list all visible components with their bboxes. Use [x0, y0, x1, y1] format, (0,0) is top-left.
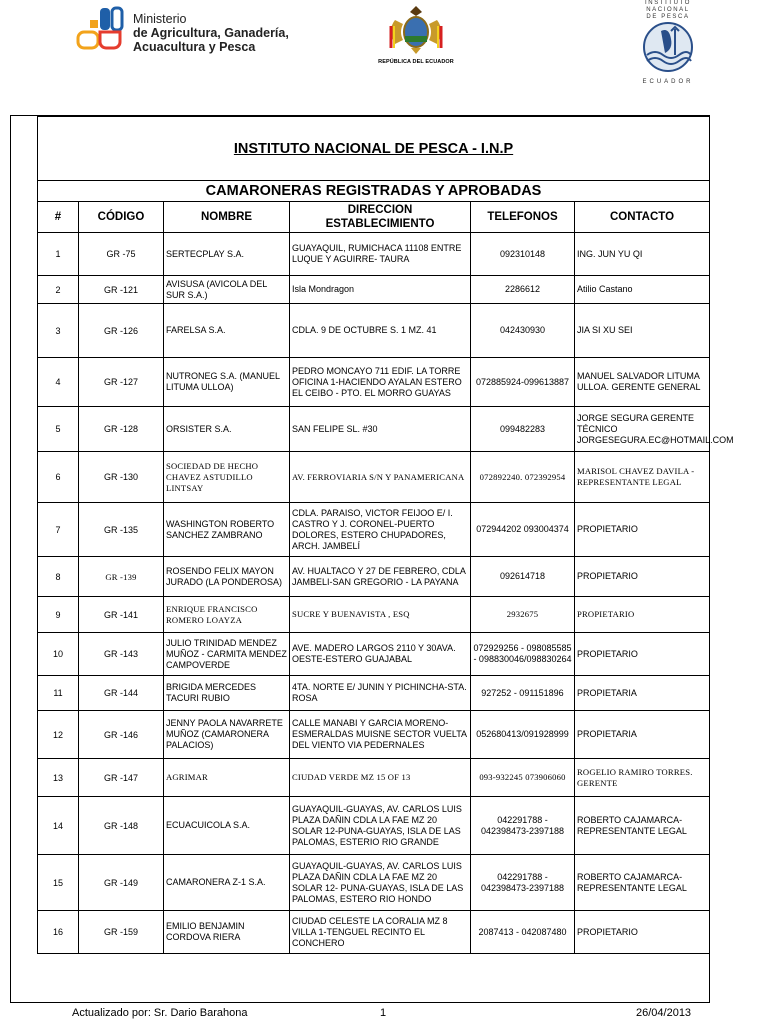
row-direccion: AV. FERROVIARIA S/N Y PANAMERICANA	[290, 452, 471, 503]
row-telefonos: 042430930	[471, 304, 575, 358]
row-contacto: JIA SI XU SEI	[575, 304, 710, 358]
table-row	[38, 855, 710, 911]
coat-of-arms-icon	[385, 2, 447, 58]
column-header-contacto: CONTACTO	[575, 202, 710, 233]
row-direccion: CDLA. 9 DE OCTUBRE S. 1 MZ. 41	[290, 304, 471, 358]
table-row	[38, 503, 710, 557]
row-codigo: GR -149	[79, 855, 164, 911]
table-row	[38, 633, 710, 676]
row-codigo: GR -148	[79, 797, 164, 855]
inp-logo-bottom: ECUADOR	[642, 79, 694, 85]
row-number: 15	[38, 855, 79, 911]
row-nombre: SERTECPLAY S.A.	[164, 233, 290, 276]
row-number: 14	[38, 797, 79, 855]
row-direccion: SUCRE Y BUENAVISTA , ESQ	[290, 597, 471, 633]
row-nombre: AGRIMAR	[164, 759, 290, 797]
row-codigo: GR -159	[79, 911, 164, 954]
row-telefonos: 072944202 093004374	[471, 503, 575, 557]
row-codigo: GR -139	[79, 557, 164, 597]
row-number: 12	[38, 711, 79, 759]
row-telefonos: 2932675	[471, 597, 575, 633]
row-codigo: GR -126	[79, 304, 164, 358]
row-number: 4	[38, 358, 79, 407]
row-codigo: GR -147	[79, 759, 164, 797]
row-contacto: PROPIETARIA	[575, 676, 710, 711]
ministerio-line1: Ministerio	[133, 12, 187, 26]
row-telefonos: 052680413/091928999	[471, 711, 575, 759]
row-nombre: ENRIQUE FRANCISCO ROMERO LOAYZA	[164, 597, 290, 633]
ministerio-logo	[74, 4, 289, 56]
row-telefonos: 072929256 - 098085585 - 098830046/098830264	[471, 633, 575, 676]
table-row	[38, 276, 710, 304]
row-telefonos: 042291788 - 042398473-2397188	[471, 855, 575, 911]
table-row	[38, 759, 710, 797]
table-header-row	[38, 202, 710, 233]
row-contacto: JORGE SEGURA GERENTE TÉCNICO JORGESEGURA.EC@HOTMAIL.COM	[575, 407, 710, 452]
row-codigo: GR -121	[79, 276, 164, 304]
row-direccion: GUAYAQUIL-GUAYAS, AV. CARLOS LUIS PLAZA DAÑIN CDLA LA FAE MZ 20 SOLAR 12-PUNA-GUAYAS, ISLA DE LAS PALOMAS, ESTERIO RIO GRANDE	[290, 797, 471, 855]
row-contacto: ROBERTO CAJAMARCA-REPRESENTANTE LEGAL	[575, 855, 710, 911]
column-header-nombre: NOMBRE	[164, 202, 290, 233]
row-codigo: GR -144	[79, 676, 164, 711]
row-number: 13	[38, 759, 79, 797]
row-direccion: CIUDAD CELESTE LA CORALIA MZ 8 VILLA 1-TENGUEL RECINTO EL CONCHERO	[290, 911, 471, 954]
table-row	[38, 358, 710, 407]
row-codigo: GR -75	[79, 233, 164, 276]
row-number: 11	[38, 676, 79, 711]
column-header-direccion: DIRECCION ESTABLECIMIENTO	[290, 202, 471, 233]
row-number: 5	[38, 407, 79, 452]
table-row	[38, 557, 710, 597]
table-row	[38, 452, 710, 503]
row-contacto: ROBERTO CAJAMARCA-REPRESENTANTE LEGAL	[575, 797, 710, 855]
row-nombre: CAMARONERA Z-1 S.A.	[164, 855, 290, 911]
row-direccion: SAN FELIPE SL. #30	[290, 407, 471, 452]
row-contacto: MARISOL CHAVEZ DAVILA - REPRESENTANTE LEGAL	[575, 452, 710, 503]
table-row	[38, 711, 710, 759]
row-direccion: CDLA. PARAISO, VICTOR FEIJOO E/ I. CASTRO Y J. CORONEL-PUERTO DOLORES, ESTERO CHUPADORES, ARCH. JAMBELÍ	[290, 503, 471, 557]
row-direccion: 4TA. NORTE E/ JUNIN Y PICHINCHA-STA. ROSA	[290, 676, 471, 711]
row-codigo: GR -143	[79, 633, 164, 676]
row-contacto: PROPIETARIO	[575, 503, 710, 557]
row-number: 3	[38, 304, 79, 358]
row-contacto: ROGELIO RAMIRO TORRES. GERENTE	[575, 759, 710, 797]
row-number: 8	[38, 557, 79, 597]
row-telefonos: 092310148	[471, 233, 575, 276]
row-nombre: JULIO TRINIDAD MENDEZ MUÑOZ - CARMITA MENDEZ CAMPOVERDE	[164, 633, 290, 676]
row-telefonos: 072885924-099613887	[471, 358, 575, 407]
row-contacto: PROPIETARIO	[575, 633, 710, 676]
inp-logo-line2: NACIONAL	[646, 7, 690, 13]
row-direccion: PEDRO MONCAYO 711 EDIF. LA TORRE OFICINA 1-HACIENDO AYALAN ESTERO EL CEIBO - PTO. EL MORRO GUAYAS	[290, 358, 471, 407]
row-telefonos: 927252 - 091151896	[471, 676, 575, 711]
ministerio-emblem-icon	[76, 6, 126, 52]
row-number: 9	[38, 597, 79, 633]
footer-updated-by: Actualizado por: Sr. Dario Barahona	[72, 1007, 248, 1019]
footer-date: 26/04/2013	[636, 1007, 692, 1019]
row-codigo: GR -130	[79, 452, 164, 503]
row-number: 2	[38, 276, 79, 304]
row-nombre: ECUACUICOLA S.A.	[164, 797, 290, 855]
column-header-telefonos: TELEFONOS	[471, 202, 575, 233]
row-direccion: CALLE MANABI Y GARCIA MORENO-ESMERALDAS MUISNE SECTOR VUELTA DEL VIENTO VIA PEDERNALES	[290, 711, 471, 759]
row-nombre: SOCIEDAD DE HECHO CHAVEZ ASTUDILLO LINTSAY	[164, 452, 290, 503]
escudo-logo	[368, 2, 464, 72]
row-contacto: MANUEL SALVADOR LITUMA ULLOA. GERENTE GENERAL	[575, 358, 710, 407]
row-codigo: GR -146	[79, 711, 164, 759]
row-codigo: GR -128	[79, 407, 164, 452]
row-telefonos: 093-932245 073906060	[471, 759, 575, 797]
footer-page-number: 1	[380, 1007, 387, 1019]
column-header-codigo: CÓDIGO	[79, 202, 164, 233]
camaroneras-table	[37, 116, 734, 954]
row-contacto: PROPIETARIO	[575, 557, 710, 597]
row-codigo: GR -127	[79, 358, 164, 407]
table-row	[38, 407, 710, 452]
row-contacto: PROPIETARIA	[575, 711, 710, 759]
row-number: 16	[38, 911, 79, 954]
row-direccion: GUAYAQUIL-GUAYAS, AV. CARLOS LUIS PLAZA DAÑIN CDLA LA FAE MZ 20 SOLAR 12- PUNA-GUAYAS, ISLA DE LAS PALOMAS, ESTERO RIO HONDO	[290, 855, 471, 911]
table-row	[38, 676, 710, 711]
row-nombre: EMILIO BENJAMIN CORDOVA RIERA	[164, 911, 290, 954]
row-nombre: ROSENDO FELIX MAYON JURADO (LA PONDEROSA)	[164, 557, 290, 597]
inp-logo	[630, 0, 706, 90]
ministerio-line3: Acuacultura y Pesca	[133, 40, 256, 54]
table-row	[38, 911, 710, 954]
row-contacto: PROPIETARIO	[575, 597, 710, 633]
column-header-num: #	[38, 202, 79, 233]
row-nombre: NUTRONEG S.A. (MANUEL LITUMA ULLOA)	[164, 358, 290, 407]
row-direccion: AVE. MADERO LARGOS 2110 Y 30AVA. OESTE-ESTERO GUAJABAL	[290, 633, 471, 676]
table-row	[38, 304, 710, 358]
row-codigo: GR -135	[79, 503, 164, 557]
row-direccion: Isla Mondragon	[290, 276, 471, 304]
ministerio-line2: de Agricultura, Ganadería,	[133, 26, 289, 40]
table-row	[38, 797, 710, 855]
row-nombre: WASHINGTON ROBERTO SANCHEZ ZAMBRANO	[164, 503, 290, 557]
document-subtitle: CAMARONERAS REGISTRADAS Y APROBADAS	[38, 181, 710, 202]
row-telefonos: 042291788 - 042398473-2397188	[471, 797, 575, 855]
inp-logo-line1: INSTITUTO	[645, 0, 691, 6]
row-direccion: GUAYAQUIL, RUMICHACA 11108 ENTRE LUQUE Y AGUIRRE- TAURA	[290, 233, 471, 276]
inp-emblem-icon	[639, 21, 697, 73]
row-nombre: ORSISTER S.A.	[164, 407, 290, 452]
row-number: 10	[38, 633, 79, 676]
row-number: 6	[38, 452, 79, 503]
row-nombre: BRIGIDA MERCEDES TACURI RUBIO	[164, 676, 290, 711]
row-nombre: AVISUSA (AVICOLA DEL SUR S.A.)	[164, 276, 290, 304]
row-contacto: ING. JUN YU QI	[575, 233, 710, 276]
document-title: INSTITUTO NACIONAL DE PESCA - I.N.P	[38, 117, 710, 181]
row-codigo: GR -141	[79, 597, 164, 633]
table-row	[38, 597, 710, 633]
row-contacto: PROPIETARIO	[575, 911, 710, 954]
row-telefonos: 092614718	[471, 557, 575, 597]
row-contacto: Atilio Castano	[575, 276, 710, 304]
row-direccion: AV. HUALTACO Y 27 DE FEBRERO, CDLA JAMBELI-SAN GREGORIO - LA PAYANA	[290, 557, 471, 597]
inp-logo-line3: DE PESCA	[646, 14, 690, 20]
row-nombre: JENNY PAOLA NAVARRETE MUÑOZ (CAMARONERA PALACIOS)	[164, 711, 290, 759]
row-telefonos: 2286612	[471, 276, 575, 304]
row-telefonos: 099482283	[471, 407, 575, 452]
row-direccion: CIUDAD VERDE MZ 15 OF 13	[290, 759, 471, 797]
escudo-caption: REPÚBLICA DEL ECUADOR	[378, 59, 454, 65]
row-number: 7	[38, 503, 79, 557]
row-nombre: FARELSA S.A.	[164, 304, 290, 358]
row-telefonos: 072892240. 072392954	[471, 452, 575, 503]
row-number: 1	[38, 233, 79, 276]
row-telefonos: 2087413 - 042087480	[471, 911, 575, 954]
table-row	[38, 233, 710, 276]
